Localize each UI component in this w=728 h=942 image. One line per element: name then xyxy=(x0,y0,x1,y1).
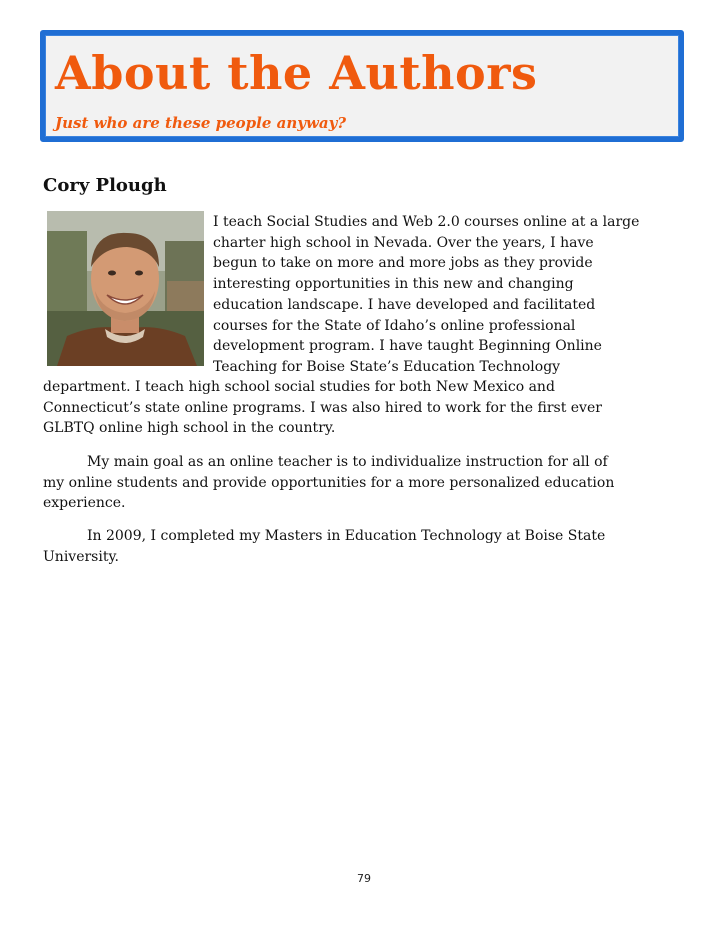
bio-wrapped-text xyxy=(213,212,693,378)
bio-line: department. I teach high school social studies for both New Mexico and xyxy=(43,379,555,395)
bio-full-text xyxy=(43,377,693,439)
bio-line: Teaching for Boise State’s Education Technology xyxy=(213,358,561,375)
page-subtitle: Just who are these people anyway? xyxy=(55,114,347,132)
page-number: 79 xyxy=(357,872,371,885)
paragraph-line: experience. xyxy=(43,495,126,512)
paragraph-line: my online students and provide opportunities for a more personalized education xyxy=(43,474,615,491)
bio-line: education landscape. I have developed and facilitated xyxy=(213,296,596,313)
author-portrait-icon xyxy=(47,211,204,366)
bio-line: I teach Social Studies and Web 2.0 courses online at a large xyxy=(213,214,640,230)
bio-line: begun to take on more and more jobs as they provide xyxy=(213,255,593,272)
bio-line: Connecticut’s state online programs. I was also hired to work for the first ever xyxy=(43,399,602,416)
header-box xyxy=(40,30,684,142)
bio-line: charter high school in Nevada. Over the years, I have xyxy=(213,234,594,251)
paragraph-goal xyxy=(43,452,693,514)
paragraph-line: My main goal as an online teacher is to individualize instruction for all of xyxy=(87,454,608,470)
bio-line: development program. I have taught Beginning Online xyxy=(213,338,602,355)
paragraph-line: In 2009, I completed my Masters in Education Technology at Boise State xyxy=(87,528,606,544)
bio-line: courses for the State of Idaho’s online professional xyxy=(213,317,576,334)
page-title: About the Authors xyxy=(55,46,538,100)
author-name: Cory Plough xyxy=(43,175,167,196)
bio-line: GLBTQ online high school in the country. xyxy=(43,420,336,437)
author-photo xyxy=(47,211,204,366)
bio-line: interesting opportunities in this new and changing xyxy=(213,276,574,293)
paragraph-line: University. xyxy=(43,548,119,565)
paragraph-education xyxy=(43,526,693,567)
